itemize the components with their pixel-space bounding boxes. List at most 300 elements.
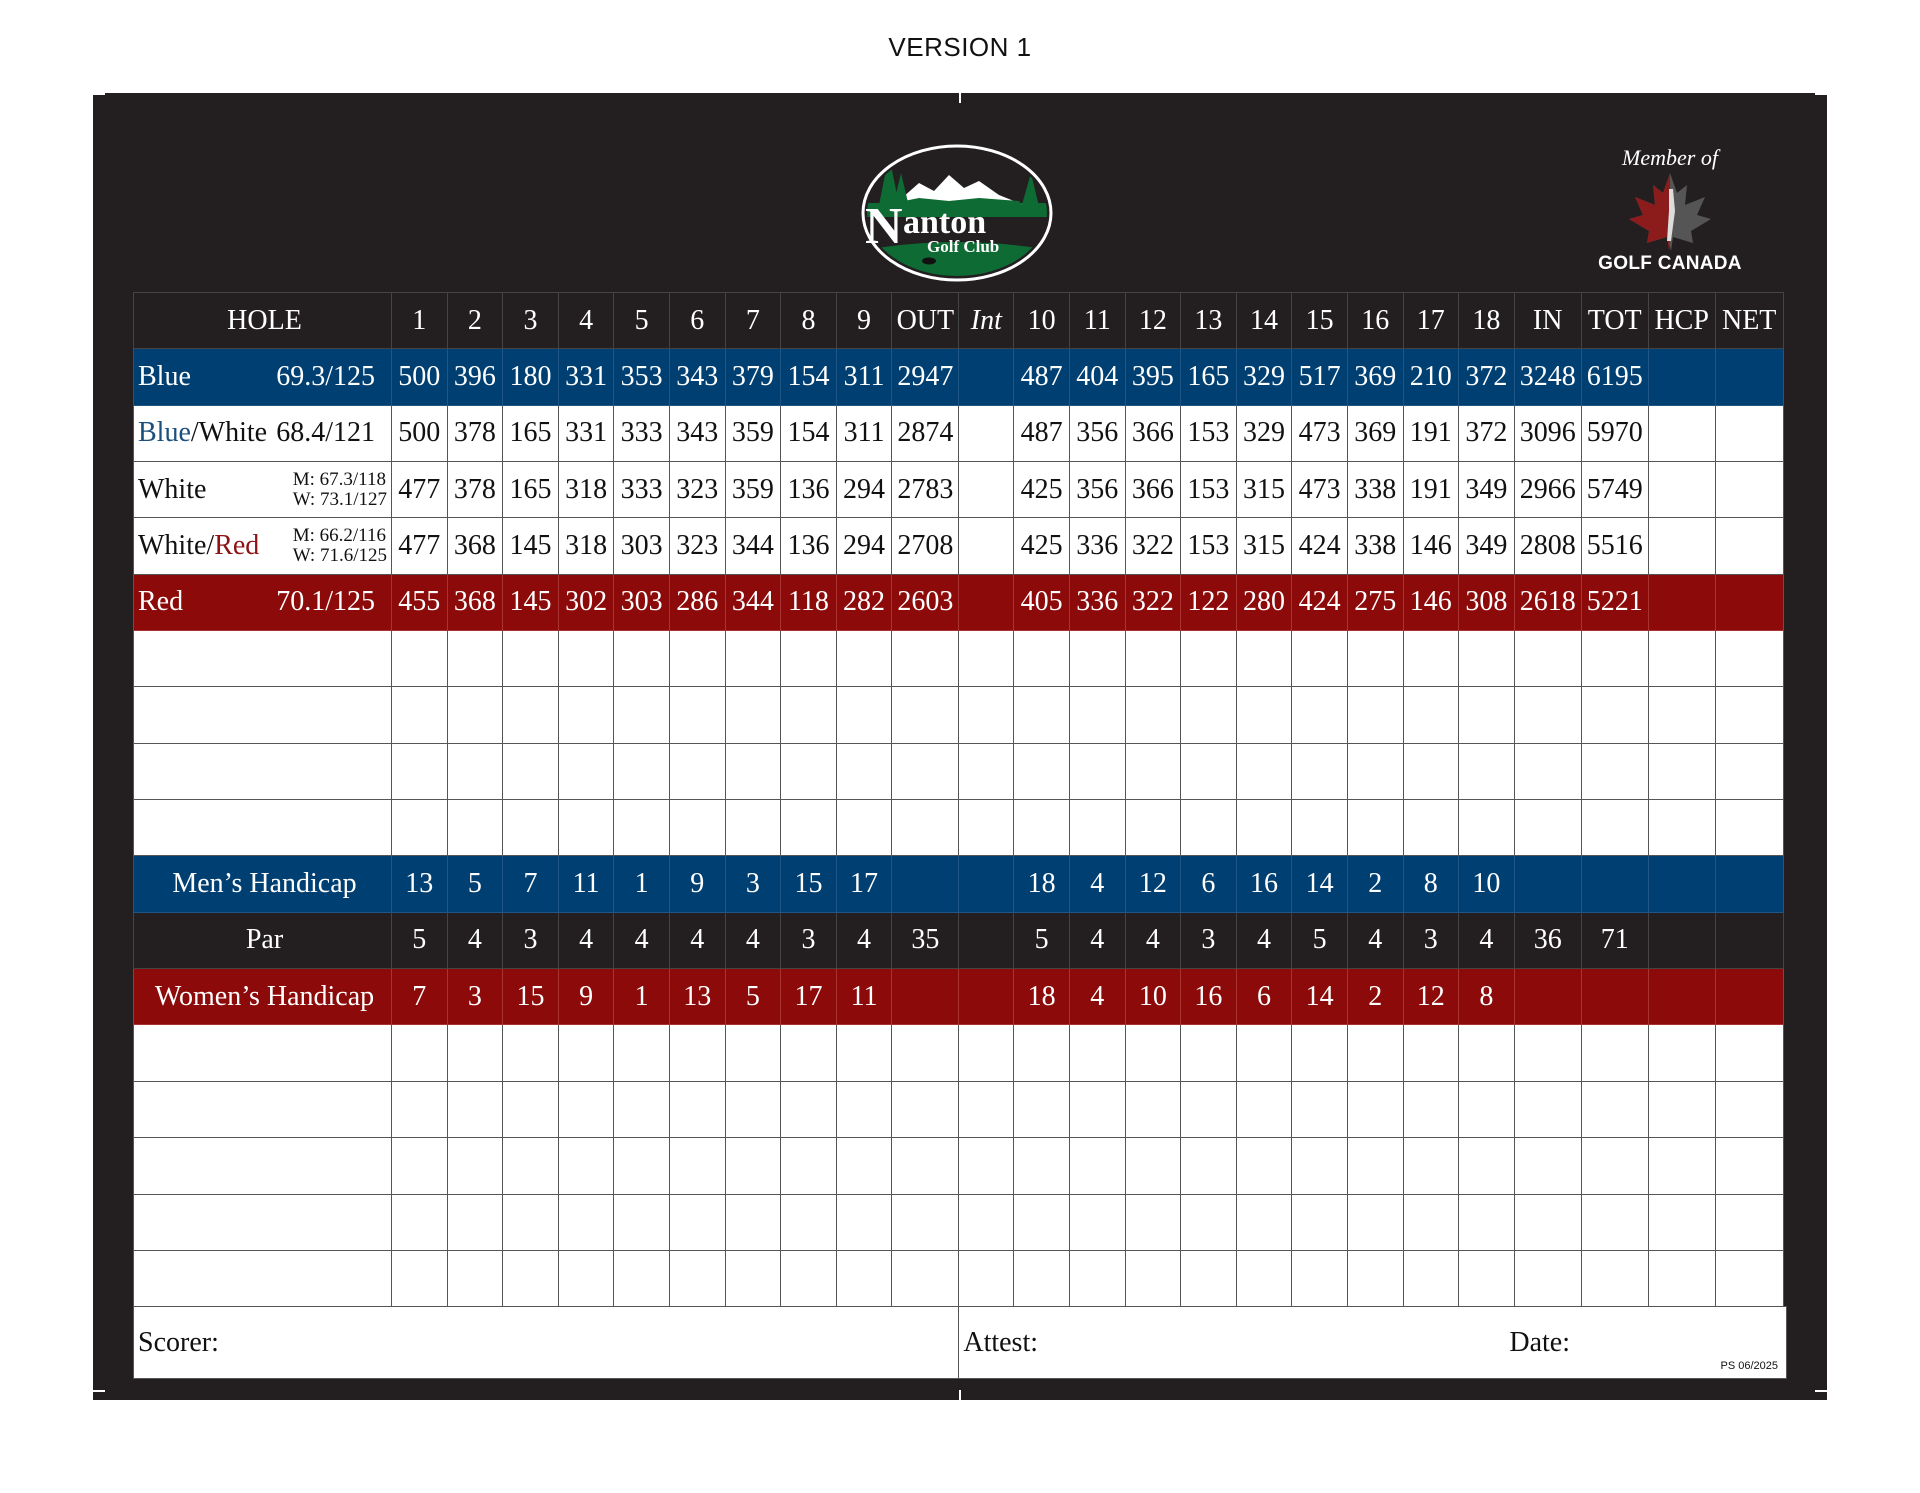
score-cell[interactable] <box>836 1194 892 1250</box>
score-cell[interactable] <box>1403 631 1459 687</box>
score-cell[interactable] <box>669 1250 725 1306</box>
score-cell[interactable] <box>1014 1138 1070 1194</box>
score-cell[interactable] <box>447 687 503 743</box>
out-total: 2947 <box>892 349 959 405</box>
score-cell[interactable] <box>1459 1250 1515 1306</box>
hcp-cell[interactable] <box>1648 462 1715 518</box>
score-cell[interactable] <box>669 800 725 856</box>
score-cell[interactable] <box>892 631 959 687</box>
score-cell[interactable] <box>836 1025 892 1081</box>
score-cell[interactable] <box>892 743 959 799</box>
yardage-hole-11: 356 <box>1069 462 1125 518</box>
score-cell[interactable] <box>1181 800 1237 856</box>
scorer-field[interactable]: Scorer: <box>134 1307 959 1379</box>
yardage-hole-14: 315 <box>1236 462 1292 518</box>
score-cell[interactable] <box>1069 1138 1125 1194</box>
int-cell[interactable] <box>959 574 1014 630</box>
hole-number-13: 13 <box>1181 293 1237 349</box>
value-hole-16: 2 <box>1347 856 1403 912</box>
score-cell[interactable] <box>1125 1138 1181 1194</box>
score-cell[interactable] <box>892 1081 959 1137</box>
score-cell[interactable] <box>614 800 670 856</box>
score-cell[interactable] <box>1181 1250 1237 1306</box>
score-cell[interactable] <box>1648 1025 1715 1081</box>
score-cell[interactable] <box>725 1025 781 1081</box>
score-cell[interactable] <box>558 1194 614 1250</box>
score-cell[interactable] <box>836 800 892 856</box>
score-cell[interactable] <box>725 1138 781 1194</box>
score-cell[interactable] <box>836 743 892 799</box>
score-cell[interactable] <box>959 1250 1014 1306</box>
tot-header: TOT <box>1581 293 1648 349</box>
score-cell[interactable] <box>781 1194 837 1250</box>
score-cell[interactable] <box>1125 800 1181 856</box>
member-of-label: Member of <box>1622 145 1718 170</box>
score-cell[interactable] <box>836 1081 892 1137</box>
score-cell[interactable] <box>1459 800 1515 856</box>
score-cell[interactable] <box>1236 631 1292 687</box>
score-cell[interactable] <box>1069 687 1125 743</box>
score-cell[interactable] <box>1403 1194 1459 1250</box>
int-cell[interactable] <box>959 405 1014 461</box>
hole-number-2: 2 <box>447 293 503 349</box>
score-entry-row <box>134 687 1787 743</box>
hole-number-17: 17 <box>1403 293 1459 349</box>
value-hole-12: 10 <box>1125 969 1181 1025</box>
score-cell[interactable] <box>1292 800 1348 856</box>
score-cell[interactable] <box>392 1250 448 1306</box>
score-cell[interactable] <box>1069 1194 1125 1250</box>
value-hole-12: 12 <box>1125 856 1181 912</box>
score-cell[interactable] <box>1403 1250 1459 1306</box>
score-cell[interactable] <box>1347 1194 1403 1250</box>
score-cell[interactable] <box>392 687 448 743</box>
tot-total <box>1581 969 1648 1025</box>
yardage-hole-2: 396 <box>447 349 503 405</box>
net-cell[interactable] <box>1715 462 1783 518</box>
score-cell[interactable] <box>1403 1025 1459 1081</box>
score-cell[interactable] <box>1347 1138 1403 1194</box>
score-cell[interactable] <box>1514 800 1581 856</box>
score-cell[interactable] <box>725 743 781 799</box>
yardage-hole-17: 191 <box>1403 405 1459 461</box>
int-cell[interactable] <box>959 518 1014 574</box>
int-cell[interactable] <box>959 462 1014 518</box>
score-cell[interactable] <box>1292 687 1348 743</box>
yardage-hole-12: 322 <box>1125 518 1181 574</box>
score-cell[interactable] <box>1181 687 1237 743</box>
score-cell[interactable] <box>447 1194 503 1250</box>
score-cell[interactable] <box>1459 631 1515 687</box>
value-hole-18: 8 <box>1459 969 1515 1025</box>
score-cell[interactable] <box>1347 1081 1403 1137</box>
score-cell[interactable] <box>392 1194 448 1250</box>
score-cell[interactable] <box>1181 743 1237 799</box>
score-cell[interactable] <box>558 1138 614 1194</box>
score-cell[interactable] <box>1514 1138 1581 1194</box>
player-name-cell[interactable] <box>134 1138 392 1194</box>
score-cell[interactable] <box>781 1081 837 1137</box>
score-cell[interactable] <box>781 1138 837 1194</box>
net-cell <box>1715 969 1783 1025</box>
score-cell[interactable] <box>1403 1138 1459 1194</box>
score-cell[interactable] <box>781 631 837 687</box>
score-cell[interactable] <box>892 1194 959 1250</box>
score-cell[interactable] <box>959 743 1014 799</box>
tee-label <box>134 462 392 518</box>
score-cell[interactable] <box>614 1194 670 1250</box>
info-row-label: Par <box>134 912 392 968</box>
yardage-hole-12: 366 <box>1125 405 1181 461</box>
int-cell[interactable] <box>959 349 1014 405</box>
score-cell[interactable] <box>503 1138 559 1194</box>
score-cell[interactable] <box>1715 1138 1783 1194</box>
score-cell[interactable] <box>1014 1081 1070 1137</box>
yardage-hole-8: 118 <box>781 574 837 630</box>
score-cell[interactable] <box>392 800 448 856</box>
yardage-hole-14: 329 <box>1236 349 1292 405</box>
yardage-hole-18: 372 <box>1459 405 1515 461</box>
yardage-hole-1: 500 <box>392 349 448 405</box>
net-cell[interactable] <box>1715 518 1783 574</box>
out-total: 2783 <box>892 462 959 518</box>
score-cell[interactable] <box>725 1250 781 1306</box>
in-total: 3096 <box>1514 405 1581 461</box>
score-cell[interactable] <box>558 631 614 687</box>
tee-name: White <box>138 473 207 505</box>
score-cell[interactable] <box>1715 743 1783 799</box>
score-cell[interactable] <box>669 631 725 687</box>
in-total: 2618 <box>1514 574 1581 630</box>
score-cell[interactable] <box>447 631 503 687</box>
attest-field[interactable] <box>959 1307 1787 1379</box>
score-cell[interactable] <box>392 743 448 799</box>
score-cell[interactable] <box>669 1138 725 1194</box>
score-cell[interactable] <box>669 1025 725 1081</box>
score-cell[interactable] <box>1459 1025 1515 1081</box>
score-cell[interactable] <box>614 1138 670 1194</box>
score-cell[interactable] <box>1069 1025 1125 1081</box>
score-cell[interactable] <box>1236 1250 1292 1306</box>
player-name-cell[interactable] <box>134 1194 392 1250</box>
score-cell[interactable] <box>1581 743 1648 799</box>
score-cell[interactable] <box>1236 687 1292 743</box>
score-cell[interactable] <box>1715 1250 1783 1306</box>
player-name-cell[interactable] <box>134 1081 392 1137</box>
tee-name: White/Red <box>138 530 260 562</box>
player-name-cell[interactable] <box>134 1025 392 1081</box>
score-cell[interactable] <box>1292 1138 1348 1194</box>
score-cell[interactable] <box>1648 631 1715 687</box>
score-cell[interactable] <box>1403 800 1459 856</box>
score-cell[interactable] <box>725 800 781 856</box>
score-cell[interactable] <box>503 687 559 743</box>
score-cell[interactable] <box>959 631 1014 687</box>
score-cell[interactable] <box>1403 743 1459 799</box>
score-cell[interactable] <box>614 1081 670 1137</box>
score-cell[interactable] <box>781 1250 837 1306</box>
yardage-hole-8: 154 <box>781 405 837 461</box>
score-cell[interactable] <box>1459 1081 1515 1137</box>
score-cell[interactable] <box>669 1081 725 1137</box>
player-name-cell[interactable] <box>134 1250 392 1306</box>
score-cell[interactable] <box>1236 1081 1292 1137</box>
score-cell[interactable] <box>1014 1025 1070 1081</box>
scorecard-table <box>133 292 1787 1379</box>
score-cell[interactable] <box>1581 1250 1648 1306</box>
score-cell[interactable] <box>1014 800 1070 856</box>
score-cell[interactable] <box>503 800 559 856</box>
score-cell[interactable] <box>447 1250 503 1306</box>
score-cell[interactable] <box>1181 1194 1237 1250</box>
score-cell[interactable] <box>1125 687 1181 743</box>
score-cell[interactable] <box>725 631 781 687</box>
score-cell[interactable] <box>1581 1081 1648 1137</box>
player-name-cell[interactable] <box>134 743 392 799</box>
score-cell[interactable] <box>1581 687 1648 743</box>
value-hole-15: 14 <box>1292 856 1348 912</box>
yardage-hole-17: 210 <box>1403 349 1459 405</box>
score-cell[interactable] <box>892 1138 959 1194</box>
score-cell[interactable] <box>1125 1025 1181 1081</box>
score-cell[interactable] <box>558 1250 614 1306</box>
score-cell[interactable] <box>959 1025 1014 1081</box>
score-cell[interactable] <box>1181 1138 1237 1194</box>
score-cell[interactable] <box>1581 1194 1648 1250</box>
score-cell[interactable] <box>1181 1025 1237 1081</box>
yardage-hole-16: 338 <box>1347 518 1403 574</box>
score-cell[interactable] <box>558 687 614 743</box>
score-cell[interactable] <box>781 687 837 743</box>
score-cell[interactable] <box>1292 743 1348 799</box>
score-cell[interactable] <box>1514 1194 1581 1250</box>
score-cell[interactable] <box>1125 1250 1181 1306</box>
score-cell[interactable] <box>447 1081 503 1137</box>
hcp-cell[interactable] <box>1648 574 1715 630</box>
score-cell[interactable] <box>1236 800 1292 856</box>
score-cell[interactable] <box>892 800 959 856</box>
score-cell[interactable] <box>1347 800 1403 856</box>
yardage-hole-4: 318 <box>558 518 614 574</box>
score-cell[interactable] <box>1648 743 1715 799</box>
score-cell[interactable] <box>1014 1250 1070 1306</box>
score-cell[interactable] <box>1514 631 1581 687</box>
hole-number-1: 1 <box>392 293 448 349</box>
score-cell[interactable] <box>836 631 892 687</box>
score-cell[interactable] <box>1648 1138 1715 1194</box>
score-cell[interactable] <box>959 1081 1014 1137</box>
score-cell[interactable] <box>558 1025 614 1081</box>
score-cell[interactable] <box>959 687 1014 743</box>
date-field[interactable]: Date: <box>1509 1327 1570 1359</box>
out-total: 2874 <box>892 405 959 461</box>
score-cell[interactable] <box>1125 631 1181 687</box>
player-name-cell[interactable] <box>134 800 392 856</box>
hcp-cell[interactable] <box>1648 349 1715 405</box>
score-cell[interactable] <box>1581 631 1648 687</box>
score-cell[interactable] <box>1014 743 1070 799</box>
score-cell[interactable] <box>503 1250 559 1306</box>
score-cell[interactable] <box>558 800 614 856</box>
player-name-cell[interactable] <box>134 687 392 743</box>
yardage-hole-3: 180 <box>503 349 559 405</box>
score-cell[interactable] <box>1715 1025 1783 1081</box>
yardage-hole-7: 344 <box>725 574 781 630</box>
hcp-cell[interactable] <box>1648 405 1715 461</box>
score-cell[interactable] <box>959 1138 1014 1194</box>
tee-label <box>134 518 392 574</box>
score-cell[interactable] <box>1648 1081 1715 1137</box>
score-cell[interactable] <box>1347 687 1403 743</box>
score-cell[interactable] <box>1069 800 1125 856</box>
score-cell[interactable] <box>558 1081 614 1137</box>
score-cell[interactable] <box>614 687 670 743</box>
score-cell[interactable] <box>725 1081 781 1137</box>
net-cell[interactable] <box>1715 405 1783 461</box>
score-cell[interactable] <box>1014 687 1070 743</box>
value-hole-8: 3 <box>781 912 837 968</box>
score-cell[interactable] <box>836 1250 892 1306</box>
yardage-hole-6: 323 <box>669 518 725 574</box>
yardage-hole-5: 333 <box>614 462 670 518</box>
in-header: IN <box>1514 293 1581 349</box>
score-cell[interactable] <box>1292 1025 1348 1081</box>
score-cell[interactable] <box>892 1025 959 1081</box>
score-cell[interactable] <box>1459 687 1515 743</box>
yardage-hole-5: 353 <box>614 349 670 405</box>
score-cell[interactable] <box>1125 1194 1181 1250</box>
value-hole-1: 13 <box>392 856 448 912</box>
score-cell[interactable] <box>1347 1025 1403 1081</box>
score-cell[interactable] <box>1236 1194 1292 1250</box>
score-cell[interactable] <box>892 687 959 743</box>
score-cell[interactable] <box>781 800 837 856</box>
score-cell[interactable] <box>503 631 559 687</box>
score-cell[interactable] <box>614 743 670 799</box>
hcp-cell[interactable] <box>1648 518 1715 574</box>
score-cell[interactable] <box>1181 631 1237 687</box>
score-cell[interactable] <box>1648 687 1715 743</box>
score-cell[interactable] <box>725 1194 781 1250</box>
score-cell[interactable] <box>1014 1194 1070 1250</box>
yardage-hole-1: 500 <box>392 405 448 461</box>
score-cell[interactable] <box>447 1025 503 1081</box>
hcp-cell <box>1648 969 1715 1025</box>
value-hole-10: 18 <box>1014 969 1070 1025</box>
score-cell[interactable] <box>1292 1194 1348 1250</box>
yardage-hole-7: 344 <box>725 518 781 574</box>
score-cell[interactable] <box>392 1025 448 1081</box>
score-entry-row <box>134 800 1787 856</box>
score-cell[interactable] <box>1648 1250 1715 1306</box>
score-cell[interactable] <box>1648 800 1715 856</box>
score-cell[interactable] <box>1581 800 1648 856</box>
score-cell[interactable] <box>1403 1081 1459 1137</box>
value-hole-5: 1 <box>614 856 670 912</box>
score-cell[interactable] <box>1069 631 1125 687</box>
score-cell[interactable] <box>1648 1194 1715 1250</box>
score-cell[interactable] <box>1292 1081 1348 1137</box>
score-cell[interactable] <box>1715 1081 1783 1137</box>
out-total: 35 <box>892 912 959 968</box>
score-cell[interactable] <box>1125 743 1181 799</box>
score-cell[interactable] <box>959 800 1014 856</box>
score-cell[interactable] <box>558 743 614 799</box>
yardage-hole-1: 477 <box>392 518 448 574</box>
score-cell[interactable] <box>959 1194 1014 1250</box>
score-cell[interactable] <box>392 631 448 687</box>
score-cell[interactable] <box>392 1138 448 1194</box>
score-cell[interactable] <box>1459 1138 1515 1194</box>
score-cell[interactable] <box>1514 1250 1581 1306</box>
score-cell[interactable] <box>669 743 725 799</box>
score-cell[interactable] <box>781 743 837 799</box>
net-cell[interactable] <box>1715 574 1783 630</box>
score-cell[interactable] <box>836 1138 892 1194</box>
score-cell[interactable] <box>1514 1025 1581 1081</box>
score-cell[interactable] <box>1715 800 1783 856</box>
score-cell[interactable] <box>503 1025 559 1081</box>
score-cell[interactable] <box>503 1194 559 1250</box>
score-cell[interactable] <box>781 1025 837 1081</box>
score-cell[interactable] <box>892 1250 959 1306</box>
score-cell[interactable] <box>1715 687 1783 743</box>
score-cell[interactable] <box>1292 1250 1348 1306</box>
score-cell[interactable] <box>1514 687 1581 743</box>
score-cell[interactable] <box>1069 1081 1125 1137</box>
score-cell[interactable] <box>1236 1025 1292 1081</box>
net-cell[interactable] <box>1715 349 1783 405</box>
score-cell[interactable] <box>669 1194 725 1250</box>
score-cell[interactable] <box>447 800 503 856</box>
score-cell[interactable] <box>503 743 559 799</box>
score-cell[interactable] <box>1292 631 1348 687</box>
score-cell[interactable] <box>1514 743 1581 799</box>
score-cell[interactable] <box>1459 1194 1515 1250</box>
score-cell[interactable] <box>614 631 670 687</box>
score-cell[interactable] <box>1181 1081 1237 1137</box>
score-cell[interactable] <box>1125 1081 1181 1137</box>
score-cell[interactable] <box>1069 743 1125 799</box>
score-cell[interactable] <box>1069 1250 1125 1306</box>
score-cell[interactable] <box>1581 1138 1648 1194</box>
score-cell[interactable] <box>392 1081 448 1137</box>
score-cell[interactable] <box>1236 1138 1292 1194</box>
hole-number-18: 18 <box>1459 293 1515 349</box>
score-cell[interactable] <box>614 1250 670 1306</box>
score-cell[interactable] <box>1014 631 1070 687</box>
score-cell[interactable] <box>836 687 892 743</box>
score-cell[interactable] <box>1715 631 1783 687</box>
score-cell[interactable] <box>1459 743 1515 799</box>
score-cell[interactable] <box>447 743 503 799</box>
score-cell[interactable] <box>669 687 725 743</box>
score-cell[interactable] <box>503 1081 559 1137</box>
score-cell[interactable] <box>1715 1194 1783 1250</box>
score-cell[interactable] <box>1236 743 1292 799</box>
score-cell[interactable] <box>1514 1081 1581 1137</box>
score-cell[interactable] <box>1403 687 1459 743</box>
score-cell[interactable] <box>447 1138 503 1194</box>
score-cell[interactable] <box>1347 631 1403 687</box>
score-cell[interactable] <box>1347 1250 1403 1306</box>
score-cell[interactable] <box>1581 1025 1648 1081</box>
player-name-cell[interactable] <box>134 631 392 687</box>
value-hole-6: 4 <box>669 912 725 968</box>
score-cell[interactable] <box>614 1025 670 1081</box>
score-cell[interactable] <box>725 687 781 743</box>
score-cell[interactable] <box>1347 743 1403 799</box>
